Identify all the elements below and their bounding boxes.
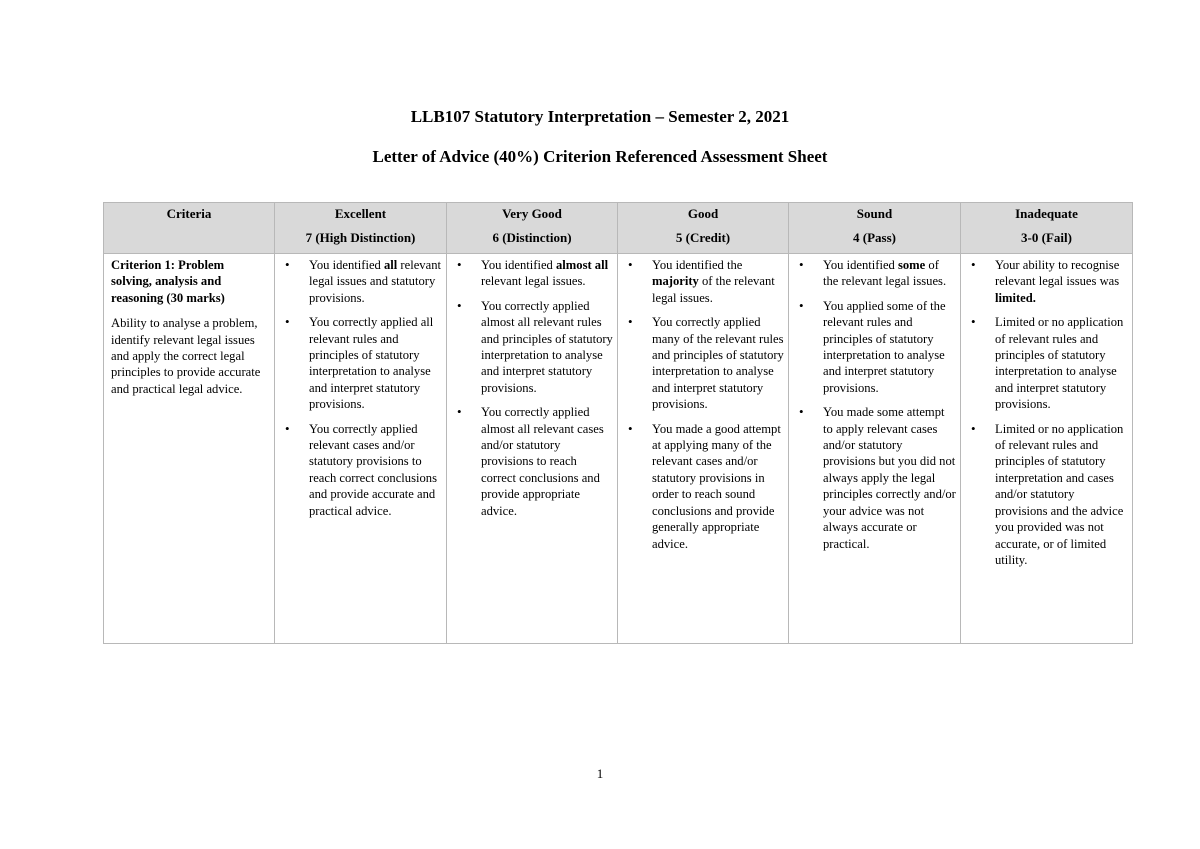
list-item: • You identified some of the relevant legal issues.: [823, 257, 956, 290]
list-item: • You correctly applied relevant cases and/or statutory provisions to reach correct conclusions and provide accurate and practical advice.: [309, 421, 442, 519]
list-item: • You correctly applied almost all relevant rules and principles of statutory interpretation to analyse and interpret statutory provisions.: [481, 298, 613, 396]
header-row: [104, 203, 1133, 254]
criterion-cell: [104, 254, 275, 644]
list-item: • You made a good attempt at applying many of the relevant cases and/or statutory provisions in order to reach sound conclusions and provide generally appropriate advice.: [652, 421, 784, 552]
header-name: Inadequate: [1015, 206, 1078, 221]
list-item: • You correctly applied almost all relevant cases and/or statutory provisions to reach correct conclusions and provide appropriate advice.: [481, 404, 613, 519]
header-excellent: [275, 203, 447, 254]
header-grade: 5 (Credit): [675, 230, 731, 245]
criterion-description: Ability to analyse a problem, identify relevant legal issues and apply the correct legal principles to provide accurate and practical legal advice.: [111, 316, 261, 396]
list-item: • Your ability to recognise relevant legal issues was limited.: [995, 257, 1128, 306]
header-name: Criteria: [166, 206, 212, 221]
header-name: Very Good: [502, 206, 562, 221]
list-item: • Limited or no application of relevant rules and principles of statutory interpretation to analyse and interpret statutory provisions.: [995, 314, 1128, 412]
list-item: • You correctly applied all relevant rules and principles of statutory interpretation to analyse and interpret statutory provisions.: [309, 314, 442, 412]
assessment-table: [103, 202, 1133, 644]
page-number: 1: [596, 766, 604, 781]
level-cell-excellent: [275, 254, 447, 644]
header-name: Excellent: [334, 206, 387, 221]
list-item: • You identified all relevant legal issues and statutory provisions.: [309, 257, 442, 306]
header-grade: 6 (Distinction): [492, 230, 572, 245]
header-name: Good: [687, 206, 719, 221]
level-cell-very-good: [447, 254, 618, 644]
list-item: • You made some attempt to apply relevant cases and/or statutory provisions but you did not always apply the legal principles correctly and/or your advice was not always accurate or practical.: [823, 404, 956, 552]
list-item: • You identified almost all relevant legal issues.: [481, 257, 613, 290]
list-item: • You applied some of the relevant rules and principles of statutory interpretation to analyse and interpret statutory provisions.: [823, 298, 956, 396]
list-item: • Limited or no application of relevant rules and principles of statutory interpretation and cases and/or statutory provisions and the advice you provided was not accurate, or of limited utility.: [995, 421, 1128, 569]
header-very-good: [447, 203, 618, 254]
criterion-row: [104, 254, 1133, 644]
header-sound: [789, 203, 961, 254]
document-title: LLB107 Statutory Interpretation – Semester 2, 2021: [410, 107, 790, 126]
header-criteria: [104, 203, 275, 254]
document-subtitle: Letter of Advice (40%) Criterion Referenced Assessment Sheet: [372, 147, 828, 166]
header-inadequate: [961, 203, 1133, 254]
list-item: • You identified the majority of the relevant legal issues.: [652, 257, 784, 306]
level-cell-sound: [789, 254, 961, 644]
header-grade: 3-0 (Fail): [1021, 230, 1072, 245]
header-grade: 7 (High Distinction): [305, 230, 416, 245]
header-good: [618, 203, 789, 254]
header-grade: 4 (Pass): [853, 230, 896, 245]
header-name: Sound: [856, 206, 893, 221]
level-cell-inadequate: [961, 254, 1133, 644]
level-cell-good: [618, 254, 789, 644]
list-item: • You correctly applied many of the relevant rules and principles of statutory interpretation to analyse and interpret statutory provisions.: [652, 314, 784, 412]
criterion-title: Criterion 1: Problem solving, analysis and reasoning (30 marks): [111, 258, 225, 305]
